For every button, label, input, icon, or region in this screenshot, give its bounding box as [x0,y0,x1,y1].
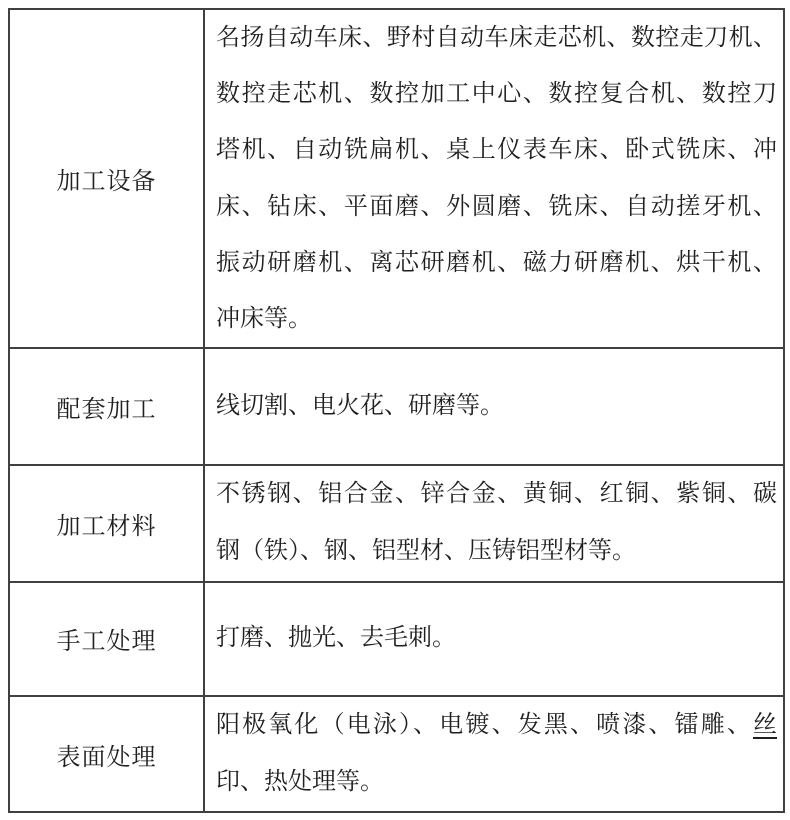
text-line: 床、钻床、平面磨、外圆磨、铣床、自动搓牙机、 [216,193,777,220]
table-row [10,583,783,697]
row-label-manual-processing: 手工处理 [10,583,205,695]
text-line: 钢（铁）、钢、铝型材、压铸铝型材等。 [216,538,636,565]
text-line: 名扬自动车床、野村自动车床走芯机、数控走刀机、 [216,24,777,51]
text-line: 印、热处理等。 [216,769,384,795]
text-line: 不锈钢、铝合金、锌合金、黄铜、红铜、紫铜、碳 [216,481,777,508]
row-label-supporting-processing: 配套加工 [10,349,205,464]
specifications-table [8,8,785,813]
text-line: 打磨、抛光、去毛刺。 [216,625,456,652]
text-line: 数控走芯机、数控加工中心、数控复合机、数控刀 [216,81,777,108]
table-row [10,349,783,466]
underlined-text: 丝 [753,712,777,738]
row-label-processing-materials: 加工材料 [10,466,205,580]
table-row [10,697,783,811]
row-content-surface-treatment [205,697,783,811]
row-content-supporting-processing [205,349,783,464]
row-content-manual-processing [205,583,783,695]
text-line: 振动研磨机、离芯研磨机、磁力研磨机、烘干机、 [216,249,777,276]
row-content-processing-equipment [205,10,783,347]
text-line: 线切割、电火花、研磨等。 [216,393,504,420]
row-content-processing-materials [205,466,783,580]
text-line [216,697,777,754]
row-label-processing-equipment: 加工设备 [10,10,205,347]
text-segment: 阳极氧化（电泳）、电镀、发黑、喷漆、镭雕、 [216,712,753,738]
table-row [10,466,783,582]
text-line: 塔机、自动铣扁机、桌上仪表车床、卧式铣床、冲 [216,137,777,164]
row-label-surface-treatment: 表面处理 [10,697,205,811]
table-row [10,10,783,349]
text-line: 冲床等。 [216,305,312,332]
